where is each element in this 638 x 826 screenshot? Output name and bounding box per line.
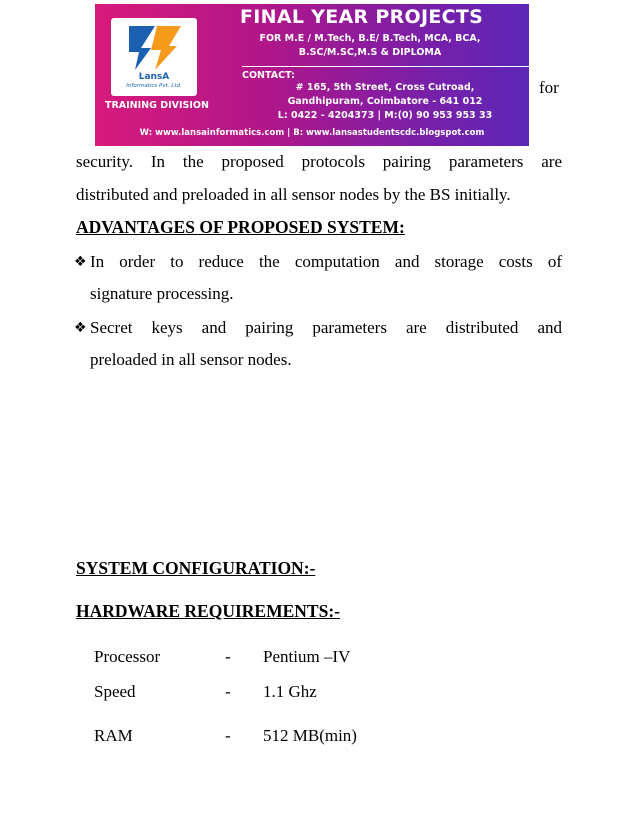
hardware-separator: -: [225, 647, 231, 666]
hardware-value: 512 MB(min): [263, 726, 357, 745]
hardware-name: RAM: [94, 726, 133, 745]
bullet-2-line-2: preloaded in all sensor nodes.: [90, 350, 292, 369]
courses-line-1: FOR M.E / M.Tech, B.E/ B.Tech, MCA, BCA,: [259, 33, 481, 44]
paragraph-line-1: security. In the proposed protocols pairing parameters are: [76, 152, 562, 171]
advantages-heading: ADVANTAGES OF PROPOSED SYSTEM:: [76, 217, 405, 237]
for-word: for: [539, 78, 559, 97]
banner-courses: [215, 32, 525, 60]
lightning-logo-icon: [111, 18, 197, 74]
bullet-diamond-icon: ❖: [74, 254, 87, 270]
address-line-2: Gandhipuram, Coimbatore - 641 012: [287, 96, 483, 107]
bullet-1-line-2: signature processing.: [90, 284, 234, 303]
logo-subtitle: Informatics Pvt. Ltd.: [126, 83, 182, 89]
lansa-banner: [95, 4, 529, 146]
address-line-1: # 165, 5th Street, Cross Cutroad,: [295, 82, 475, 93]
hardware-name: Processor: [94, 647, 161, 666]
bullet-diamond-icon: ❖: [74, 320, 87, 336]
hardware-value: Pentium –IV: [263, 647, 351, 666]
bullet-1-line-1: In order to reduce the computation and storage costs of: [90, 252, 562, 271]
training-division-label: TRAINING DIVISION: [105, 100, 209, 111]
contact-details: [255, 81, 515, 123]
system-configuration-heading: SYSTEM CONFIGURATION:-: [76, 558, 316, 578]
hardware-value: 1.1 Ghz: [263, 682, 317, 701]
paragraph-line-2: distributed and preloaded in all sensor nodes by the BS initially.: [76, 185, 511, 204]
hardware-separator: -: [225, 726, 231, 745]
bullet-2-line-1: Secret keys and pairing parameters are distributed and: [90, 318, 562, 337]
banner-title: FINAL YEAR PROJECTS: [240, 6, 484, 28]
contact-label: CONTACT:: [242, 70, 295, 81]
hardware-name: Speed: [94, 682, 136, 701]
courses-line-2: B.SC/M.SC,M.S & DIPLOMA: [298, 47, 442, 58]
banner-web-links: W: www.lansainformatics.com | B: www.lansastudentscdc.blogspot.com: [139, 128, 485, 138]
phone-line: L: 0422 - 4204373 | M:(0) 90 953 953 33: [277, 110, 493, 121]
lansa-logo: [111, 18, 197, 96]
logo-name: LansA: [138, 72, 170, 82]
banner-divider: [242, 66, 529, 67]
hardware-separator: -: [225, 682, 231, 701]
hardware-requirements-heading: HARDWARE REQUIREMENTS:-: [76, 601, 340, 621]
